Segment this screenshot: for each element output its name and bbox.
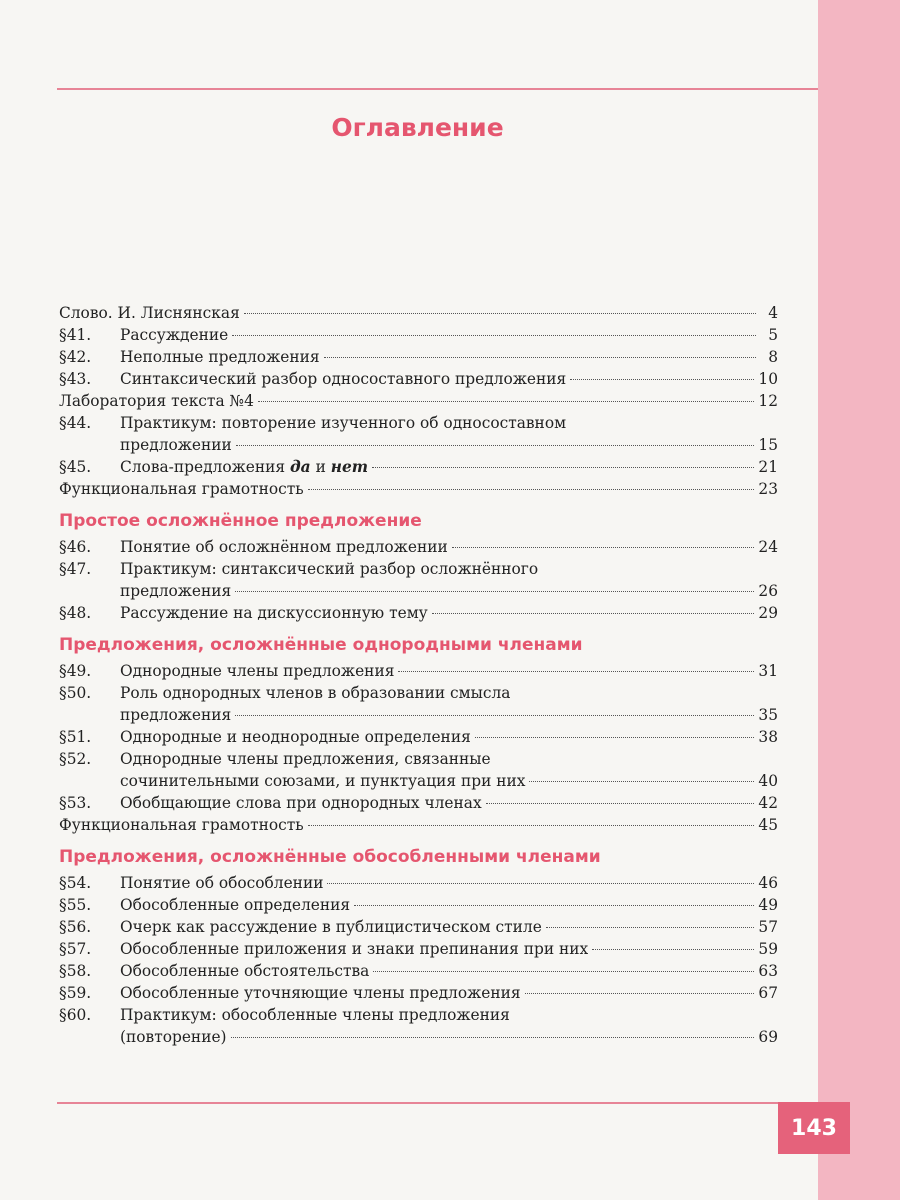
section-number: §54. — [59, 874, 92, 892]
dot-leader — [235, 715, 754, 716]
toc-entry[interactable] — [59, 748, 778, 792]
toc-entry[interactable] — [59, 792, 778, 814]
entry-title: Неполные предложения — [120, 348, 320, 366]
toc-entry[interactable] — [59, 814, 778, 836]
dot-leader — [232, 335, 756, 336]
dot-leader — [373, 971, 754, 972]
dot-leader — [486, 803, 755, 804]
entry-title: предложении — [120, 436, 232, 454]
entry-page: 59 — [758, 940, 778, 958]
entry-title: Практикум: повторение изученного об односоставном — [120, 414, 567, 432]
dot-leader — [525, 993, 755, 994]
entry-title: Функциональная грамотность — [59, 480, 304, 498]
toc-entry[interactable] — [59, 660, 778, 682]
entry-page: 38 — [758, 728, 778, 746]
entry-title: Рассуждение на дискуссионную тему — [120, 604, 428, 622]
entry-title: (повторение) — [120, 1028, 227, 1046]
entry-page: 63 — [758, 962, 778, 980]
side-color-band — [818, 0, 900, 1200]
dot-leader — [354, 905, 754, 906]
entry-title: Слова-предложения да и нет — [120, 458, 369, 476]
section-number: §51. — [59, 728, 92, 746]
entry-page: 5 — [768, 326, 778, 344]
entry-page: 12 — [758, 392, 778, 410]
dot-leader — [529, 781, 754, 782]
entry-title: Обобщающие слова при однородных членах — [120, 794, 482, 812]
emphasized-word: нет — [330, 458, 369, 476]
toc-entry[interactable] — [59, 872, 778, 894]
toc-entry[interactable] — [59, 390, 778, 412]
entry-title: Практикум: обособленные члены предложения — [120, 1006, 510, 1024]
entry-title: Синтаксический разбор односоставного предложения — [120, 370, 567, 388]
dot-leader — [327, 883, 754, 884]
entry-title: сочинительными союзами, и пунктуация при них — [120, 772, 526, 790]
section-number: §60. — [59, 1006, 92, 1024]
entry-title: Очерк как рассуждение в публицистическом стиле — [120, 918, 542, 936]
section-number: §46. — [59, 538, 92, 556]
entry-title: Понятие об осложнённом предложении — [120, 538, 448, 556]
toc-entry[interactable] — [59, 536, 778, 558]
toc-entry[interactable] — [59, 412, 778, 456]
entry-page: 46 — [758, 874, 778, 892]
dot-leader — [452, 547, 755, 548]
page-number: 143 — [778, 1102, 850, 1154]
entry-page: 40 — [758, 772, 778, 790]
entry-page: 21 — [758, 458, 778, 476]
section-number: §59. — [59, 984, 92, 1002]
bottom-divider — [57, 1102, 818, 1104]
toc-entry[interactable] — [59, 960, 778, 982]
toc-entry[interactable] — [59, 346, 778, 368]
entry-title: Обособленные уточняющие члены предложения — [120, 984, 521, 1002]
entry-title: Роль однородных членов в образовании смысла — [120, 684, 511, 702]
dot-leader — [398, 671, 754, 672]
dot-leader — [570, 379, 754, 380]
toc-entry[interactable] — [59, 302, 778, 324]
dot-leader — [546, 927, 755, 928]
entry-page: 24 — [758, 538, 778, 556]
entry-title: Слово. И. Лиснянская — [59, 304, 240, 322]
section-number: §58. — [59, 962, 92, 980]
dot-leader — [231, 1037, 755, 1038]
section-number: §47. — [59, 560, 92, 578]
section-heading: Простое осложнённое предложение — [59, 511, 422, 531]
toc-entry[interactable] — [59, 938, 778, 960]
dot-leader — [235, 591, 754, 592]
entry-page: 26 — [758, 582, 778, 600]
dot-leader — [592, 949, 754, 950]
entry-title: Обособленные определения — [120, 896, 351, 914]
entry-page: 8 — [768, 348, 778, 366]
section-number: §50. — [59, 684, 92, 702]
section-number: §55. — [59, 896, 92, 914]
entry-page: 15 — [758, 436, 778, 454]
dot-leader — [475, 737, 755, 738]
section-number: §52. — [59, 750, 92, 768]
section-number: §56. — [59, 918, 92, 936]
entry-page: 49 — [758, 896, 778, 914]
entry-page: 57 — [758, 918, 778, 936]
emphasized-word: да — [289, 458, 311, 476]
dot-leader — [258, 401, 755, 402]
section-number: §43. — [59, 370, 92, 388]
dot-leader — [308, 489, 755, 490]
toc-entry[interactable] — [59, 894, 778, 916]
entry-page: 31 — [758, 662, 778, 680]
dot-leader — [324, 357, 756, 358]
entry-page: 67 — [758, 984, 778, 1002]
section-number: §45. — [59, 458, 92, 476]
dot-leader — [308, 825, 755, 826]
entry-title: Обособленные приложения и знаки препинания при них — [120, 940, 589, 958]
entry-title: Однородные и неоднородные определения — [120, 728, 471, 746]
top-divider — [57, 88, 818, 90]
toc-entry[interactable] — [59, 558, 778, 602]
entry-page: 23 — [758, 480, 778, 498]
toc-entry[interactable] — [59, 456, 778, 478]
entry-title: Понятие об обособлении — [120, 874, 324, 892]
toc-entry[interactable] — [59, 726, 778, 748]
toc-entry[interactable] — [59, 324, 778, 346]
dot-leader — [432, 613, 755, 614]
entry-title: Лаборатория текста №4 — [59, 392, 254, 410]
toc-entry[interactable] — [59, 916, 778, 938]
entry-title: предложения — [120, 582, 232, 600]
toc-entry[interactable] — [59, 1004, 778, 1048]
dot-leader — [244, 313, 756, 314]
entry-title: Обособленные обстоятельства — [120, 962, 370, 980]
entry-title: Однородные члены предложения — [120, 662, 395, 680]
entry-title: Практикум: синтаксический разбор осложнённого — [120, 560, 539, 578]
toc-entry[interactable] — [59, 682, 778, 726]
entry-page: 29 — [758, 604, 778, 622]
entry-page: 10 — [758, 370, 778, 388]
toc-entry[interactable] — [59, 602, 778, 624]
section-number: §44. — [59, 414, 92, 432]
entry-page: 42 — [758, 794, 778, 812]
table-of-contents — [59, 302, 778, 1048]
toc-entry[interactable] — [59, 982, 778, 1004]
section-number: §49. — [59, 662, 92, 680]
entry-title: предложения — [120, 706, 232, 724]
entry-title: Функциональная грамотность — [59, 816, 304, 834]
dot-leader — [372, 467, 754, 468]
section-number: §42. — [59, 348, 92, 366]
entry-page: 69 — [758, 1028, 778, 1046]
section-number: §48. — [59, 604, 92, 622]
section-number: §57. — [59, 940, 92, 958]
section-heading: Предложения, осложнённые однородными членами — [59, 635, 583, 655]
section-number: §41. — [59, 326, 92, 344]
entry-title: Однородные члены предложения, связанные — [120, 750, 491, 768]
entry-title: Рассуждение — [120, 326, 229, 344]
toc-entry[interactable] — [59, 368, 778, 390]
toc-entry[interactable] — [59, 478, 778, 500]
section-heading: Предложения, осложнённые обособленными членами — [59, 847, 601, 867]
page-title: Оглавление — [331, 113, 504, 142]
entry-page: 45 — [758, 816, 778, 834]
dot-leader — [236, 445, 755, 446]
entry-page: 35 — [758, 706, 778, 724]
section-number: §53. — [59, 794, 92, 812]
entry-page: 4 — [768, 304, 778, 322]
